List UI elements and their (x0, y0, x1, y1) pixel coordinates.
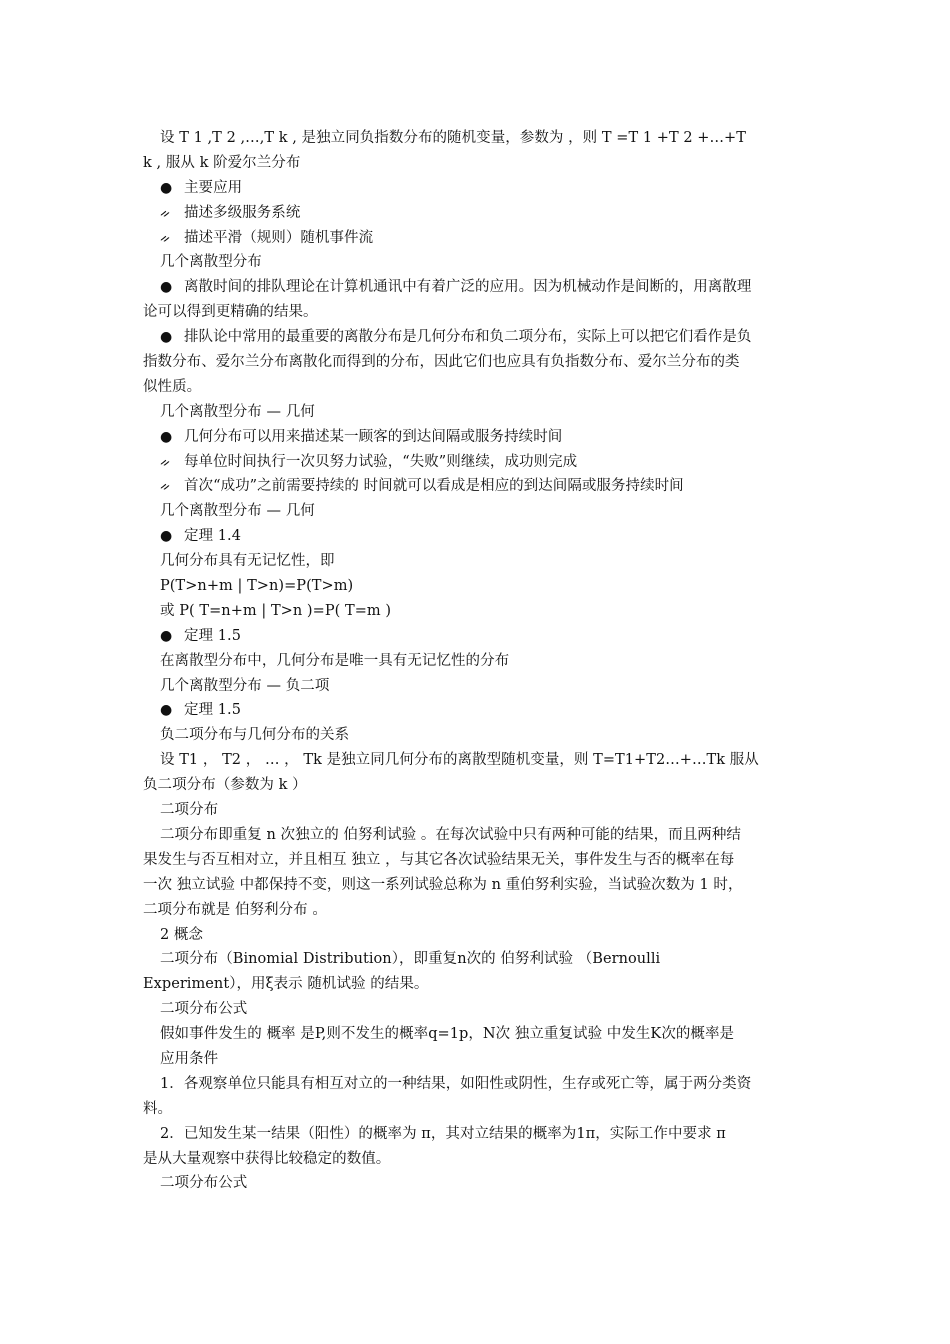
bullet-icon (160, 275, 184, 300)
bullet-text: 定理 1.5 (184, 627, 241, 644)
bullet-icon (160, 698, 184, 723)
bullet-item (143, 698, 809, 723)
arrow-bullet-icon: ᨀ (160, 454, 171, 470)
document-body (143, 126, 809, 1196)
paragraph-line: Experiment），用ξ表示 随机试验 的结果。 (143, 976, 429, 993)
section-heading: 二项分布 (160, 802, 219, 819)
paragraph-line: 负二项分布与几何分布的关系 (160, 727, 350, 744)
section-heading: 二项分布公式 (160, 1001, 248, 1018)
sub-bullet-item (143, 201, 809, 226)
bullet-icon (160, 425, 184, 450)
sub-bullet-item (143, 474, 809, 499)
paragraph-line: 1．各观察单位只能具有相互对立的一种结果，如阳性或阴性，生存或死亡等，属于两分类资 (160, 1075, 752, 1092)
bullet-item (143, 524, 809, 549)
bullet-item (143, 624, 809, 649)
sub-bullet-text: 每单位时间执行一次贝努力试验，“失败”则继续，成功则完成 (184, 453, 578, 470)
bullet-item (143, 176, 809, 201)
section-heading: 二项分布公式 (160, 1175, 248, 1192)
paragraph-line: 果发生与否互相对立，并且相互 独立 ，与其它各次试验结果无关，事件发生与否的概率在每 (143, 851, 735, 868)
paragraph-line: 2．已知发生某一结果（阳性）的概率为 π，其对立结果的概率为1π，实际工作中要求 π (160, 1125, 726, 1142)
bullet-item (143, 425, 809, 450)
arrow-bullet-icon: ᨀ (160, 205, 171, 221)
paragraph-line: 二项分布（Binomial Distribution），即重复n次的 伯努利试验 （Bernoulli (160, 951, 661, 968)
bullet-text: 定理 1.5 (184, 702, 241, 719)
section-heading: 几个离散型分布 — 负二项 (160, 677, 330, 694)
bullet-text: 定理 1.4 (184, 528, 241, 545)
paragraph-line: 设 T1 ， T2 ， … ， Tk 是独立同几何分布的离散型随机变量，则 T=T1+T2…+…Tk 服从 (160, 752, 759, 769)
section-heading: 2 概念 (160, 926, 204, 943)
paragraph-line: 负二项分布（参数为 k ） (143, 777, 307, 794)
sub-bullet-text: 首次“成功”之前需要持续的 时间就可以看成是相应的到达间隔或服务持续时间 (184, 478, 684, 495)
section-heading: 几个离散型分布 — 几何 (160, 503, 315, 520)
paragraph-line: 是从大量观察中获得比较稳定的数值。 (143, 1150, 391, 1167)
bullet-item (143, 325, 809, 350)
paragraph-line: 假如事件发生的 概率 是P,则不发生的概率q=1p，N次 独立重复试验 中发生K次的概率是 (160, 1026, 735, 1043)
sub-bullet-text: 描述多级服务系统 (184, 204, 301, 221)
section-heading: 几个离散型分布 — 几何 (160, 403, 315, 420)
bullet-icon (160, 624, 184, 649)
section-heading: 应用条件 (160, 1050, 219, 1067)
bullet-text: 几何分布可以用来描述某一顾客的到达间隔或服务持续时间 (184, 428, 563, 445)
paragraph-line: 设 T 1 ,T 2 ,…,T k , 是独立同负指数分布的随机变量，参数为 ，则 T =T 1 +T 2 +…+T (160, 130, 746, 146)
paragraph-line: 几何分布具有无记忆性，即 (160, 553, 335, 570)
bullet-icon (160, 524, 184, 549)
arrow-bullet-icon: ᨀ (160, 479, 171, 495)
paragraph-line: 似性质。 (143, 378, 202, 395)
section-heading: 几个离散型分布 (160, 254, 262, 271)
sub-bullet-item (143, 450, 809, 475)
sub-bullet-item (143, 226, 809, 251)
paragraph-line: 二项分布即重复 n 次独立的 伯努利试验 。在每次试验中只有两种可能的结果，而且两种结 (160, 826, 741, 843)
bullet-icon (160, 176, 184, 201)
bullet-item (143, 275, 809, 300)
paragraph-line: 二项分布就是 伯努利分布 。 (143, 901, 327, 918)
bullet-text: 主要应用 (184, 179, 243, 196)
paragraph-line: 在离散型分布中，几何分布是唯一具有无记忆性的分布 (160, 652, 510, 669)
formula-line: 或 P( T=n+m | T>n )=P( T=m ) (160, 602, 392, 619)
sub-bullet-text: 描述平滑（规则）随机事件流 (184, 229, 374, 246)
paragraph-line: 指数分布、爱尔兰分布离散化而得到的分布，因此它们也应具有负指数分布、爱尔兰分布的类 (143, 354, 740, 371)
paragraph-line: 料。 (143, 1100, 173, 1117)
formula-line: P(T>n+m | T>n)=P(T>m) (160, 578, 354, 595)
paragraph-line: 一次 独立试验 中都保持不变，则这一系列试验总称为 n 重伯努利实验，当试验次数为 1 时， (143, 876, 743, 893)
bullet-text: 排队论中常用的最重要的离散分布是几何分布和负二项分布，实际上可以把它们看作是负 (184, 329, 752, 346)
paragraph-line: k , 服从 k 阶爱尔兰分布 (143, 154, 301, 171)
paragraph-line: 论可以得到更精确的结果。 (143, 304, 318, 321)
bullet-text: 离散时间的排队理论在计算机通讯中有着广泛的应用。因为机械动作是间断的，用离散理 (184, 279, 752, 296)
arrow-bullet-icon: ᨀ (160, 230, 171, 246)
bullet-icon (160, 325, 184, 350)
